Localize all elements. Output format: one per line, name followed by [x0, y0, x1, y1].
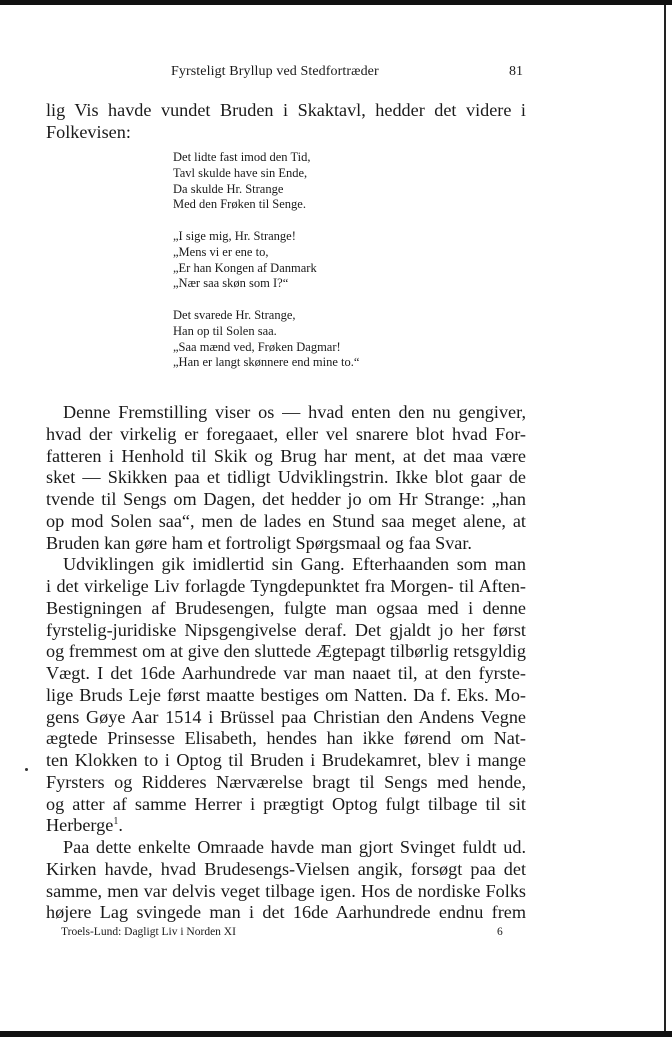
verse-line: „I sige mig, Hr. Strange!	[173, 228, 296, 243]
text-line: Udviklingen gik imidlertid sin Gang. Efterhaanden som man	[63, 554, 526, 575]
text-line: ten Klokken to i Optog til Bruden i Brudekamret, blev i mange	[46, 750, 526, 770]
text-line: Kirken havde, hvad Brudesengs-Vielsen angik, forsøgt paa det	[46, 858, 526, 879]
text-line: samme, men var delvis veget tilbage igen. Hos de nordiske Folks	[46, 880, 526, 901]
bottom-scan-border	[0, 1031, 672, 1037]
sentence-end: .	[118, 815, 123, 836]
text-line: hvad der virkelig er foregaaet, eller vel snarere blot hvad For-	[46, 423, 526, 444]
footer-signature: Troels-Lund: Dagligt Liv i Norden XI	[61, 926, 236, 938]
top-scan-border	[0, 0, 672, 5]
verse-line: „Saa mænd ved, Frøken Dagmar!	[173, 339, 341, 354]
text-line: lig Vis havde vundet Bruden i Skaktavl, hedder det videre i	[46, 100, 526, 120]
text-line: i det virkelige Liv forlagde Tyngdepunktet fra Morgen- til Aften-	[46, 576, 526, 596]
verse-line: Tavl skulde have sin Ende,	[173, 165, 308, 180]
verse-line: „Er han Kongen af Danmark	[173, 260, 317, 275]
text-line: Denne Fremstilling viser os — hvad enten den nu gengiver,	[63, 402, 526, 422]
verse-line: Det svarede Hr. Strange,	[173, 307, 296, 322]
margin-speck	[25, 768, 28, 771]
text-line: Fyrsters og Ridderes Nærværelse bragt til Sengs med hende,	[46, 771, 526, 792]
prose-body	[46, 402, 526, 924]
text-line: højere Lag svingede man i det 16de Aarhundrede endnu frem	[46, 902, 526, 923]
text-line: Bruden kan gøre ham et fortroligt Spørgsmaal og faa Svar.	[46, 532, 472, 553]
verse-line: „Nær saa skøn som I?“	[173, 276, 289, 291]
intro-text	[46, 100, 526, 143]
verse-line: Han op til Solen saa.	[173, 323, 277, 338]
text-line: fyrstelig-juridiske Nipsgengivelse deraf. Det gjaldt jo her først	[46, 619, 526, 640]
footer-sheet-number: 6	[497, 926, 503, 938]
running-head	[0, 64, 672, 84]
text-line: og fremmest om at give den sluttede Ægtepagt tilbørlig retsgyldig	[46, 641, 526, 662]
text-line: Vægt. I det 16de Aarhundrede var man naaet til, at den fyrste-	[46, 663, 526, 683]
text-line: Folkevisen:	[46, 121, 131, 142]
herberge-word: Herberge	[46, 815, 114, 836]
text-line: Paa dette enkelte Omraade havde man gjort Svinget fuldt ud.	[63, 837, 526, 857]
stanza-2	[173, 229, 359, 292]
text-line: op mod Solen saa“, men de lades en Stund saa meget alene, at	[46, 510, 526, 531]
verse-line: „Han er langt skønnere end mine to.“	[173, 355, 360, 370]
text-line: Bestigningen af Brudesengen, fulgte man ogsaa med i denne	[46, 597, 526, 618]
text-line: gens Gøye Aar 1514 i Brüssel paa Christian den Andens Vegne	[46, 706, 526, 727]
verse-block	[173, 150, 359, 387]
verse-line: Med den Frøken til Senge.	[173, 197, 306, 212]
text-line: sket — Skikken paa et tidligt Udviklingstrin. Ikke blot gaar de	[46, 467, 526, 488]
text-line: fatteren i Henhold til Skik og Brug har ment, at det maa være	[46, 445, 526, 466]
text-line: ægtede Prinsesse Elisabeth, hendes han ikke førend om Nat-	[46, 728, 526, 749]
stanza-3	[173, 308, 359, 371]
verse-line: „Mens vi er ene to,	[173, 244, 269, 259]
text-line: tvende til Sengs om Dagen, det hedder jo om Hr Strange: „han	[46, 489, 526, 509]
verse-line: Da skulde Hr. Strange	[173, 181, 284, 196]
text-line: lige Bruds Leje først maatte bestiges om Natten. Da f. Eks. Mo-	[46, 684, 526, 705]
text-line: og atter af samme Herrer i prægtigt Optog fulgt tilbage til sit	[46, 793, 526, 814]
running-head-title: Fyrsteligt Bryllup ved Stedfortræder	[171, 64, 379, 79]
right-scan-edge	[664, 5, 672, 1031]
verse-line: Det lidte fast imod den Tid,	[173, 150, 311, 164]
footnote-marker: 1	[113, 816, 119, 828]
stanza-1	[173, 150, 359, 213]
text-line	[46, 815, 526, 837]
page-number: 81	[509, 64, 523, 79]
